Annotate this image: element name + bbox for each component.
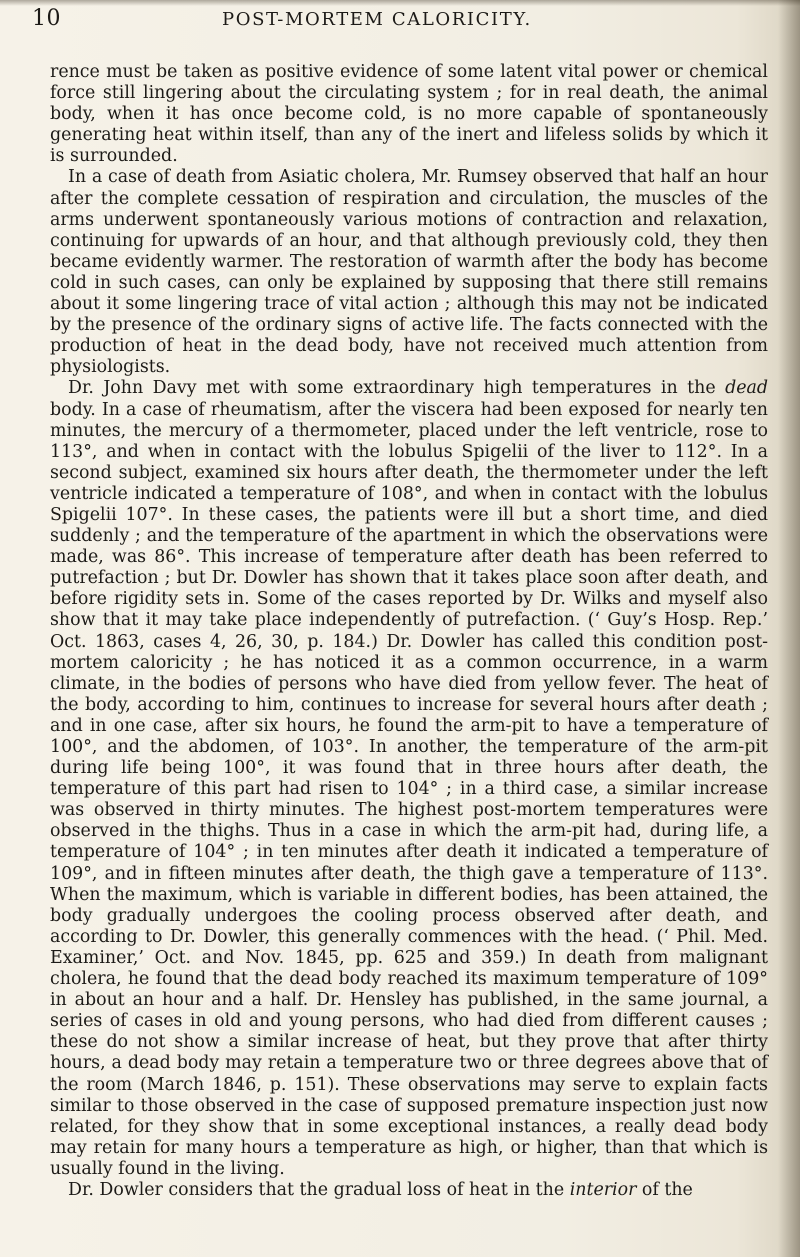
paragraph-dowler: [50, 1180, 768, 1201]
running-title: POST-MORTEM CALORICITY.: [222, 9, 532, 30]
paragraph-rumsey: In a case of death from Asiatic cholera, Mr. Rumsey observed that half an hour after the complete cessation of respiration and circulation, the muscles of the arms underwent spontaneously various motions of contraction and relaxation, continuing for upwards of an hour, and that although previously cold, they then became evidently warmer. The restoration of warmth after the body has become cold in such cases, can only be explained by supposing that there still remains about it some lingering trace of vital action ; although this may not be indicated by the presence of the ordinary signs of active life. The facts connected with the production of heat in the dead body, have not received much attention from physiologists.: [50, 167, 768, 378]
binding-edge-shadow: [778, 0, 800, 1257]
paragraph-davy-start: Dr. John Davy met with some extraordinary high temperatures in the: [68, 378, 726, 399]
page-header: [32, 2, 772, 34]
body-text: [50, 62, 768, 1201]
emphasis-dead: dead: [725, 378, 768, 399]
paragraph-davy-rest: body. In a case of rheumatism, after the viscera had been exposed for nearly ten minutes, the mercury of a thermometer, placed under the left ventricle, rose to 113°, and when in contact with the lobulus Spigelii of the liver to 112°. In a second subject, examined six hours after death, the thermometer under the left ventricle indicated a temperature of 108°, and when in contact with the lobulus Spigelii 107°. In these cases, the patients were ill but a short time, and died suddenly ; and the temperature of the apartment in which the observations were made, was 86°. This increase of temperature after death has been referred to putrefaction ; but Dr. Dowler has shown that it takes place soon after death, and before rigidity sets in. Some of the cases reported by Dr. Wilks and myself also show that it may take place independently of putrefaction. (‘ Guy’s Hosp. Rep.’ Oct. 1863, cases 4, 26, 30, p. 184.) Dr. Dowler has called this condition post-mortem caloricity ; he has noticed it as a common occurrence, in a warm climate, in the bodies of persons who have died from yellow fever. The heat of the body, according to him, continues to increase for several hours after death ; and in one case, after six hours, he found the arm-pit to have a temperature of 100°, and the abdomen, of 103°. In another, the temperature of the arm-pit during life being 100°, it was found that in three hours after death, the temperature of this part had risen to 104° ; in a third case, a similar increase was observed in thirty minutes. The highest post-mortem temperatures were observed in the thighs. Thus in a case in which the arm-pit had, during life, a temperature of 104° ; in ten minutes after death it indicated a temperature of 109°, and in fifteen minutes after death, the thigh gave a temperature of 113°. When the maximum, which is variable in different bodies, has been attained, the body gradually undergoes the cooling process observed after death, and according to Dr. Dowler, this generally commences with the head. (‘ Phil. Med. Examiner,’ Oct. and Nov. 1845, pp. 625 and 359.) In death from malignant cholera, he found that the dead body reached its maximum temperature of 109° in about an hour and a half. Dr. Hensley has published, in the same journal, a series of cases in old and young persons, who had died from different causes ; these do not show a similar increase of heat, but they prove that after thirty hours, a dead body may retain a temperature two or three degrees above that of the room (March 1846, p. 151). These observations may serve to explain facts similar to those observed in the case of supposed premature inspection just now related, for they show that in some exceptional instances, a really dead body may retain for many hours a temperature as high, or higher, than that which is usually found in the living.: [50, 399, 768, 1179]
paragraph-dowler-rest: of the: [636, 1179, 693, 1200]
paragraph-continuation: rence must be taken as positive evidence of some latent vital power or chemical force still lingering about the circulating system ; for in real death, the animal body, when it has once become cold, is no more capable of spontaneously generating heat within itself, than any of the inert and lifeless solids by which it is surrounded.: [50, 62, 768, 167]
emphasis-interior: interior: [569, 1179, 637, 1200]
page-number: 10: [32, 6, 61, 31]
paragraph-dowler-start: Dr. Dowler considers that the gradual loss of heat in the: [68, 1179, 570, 1200]
paragraph-davy: [50, 378, 768, 1180]
